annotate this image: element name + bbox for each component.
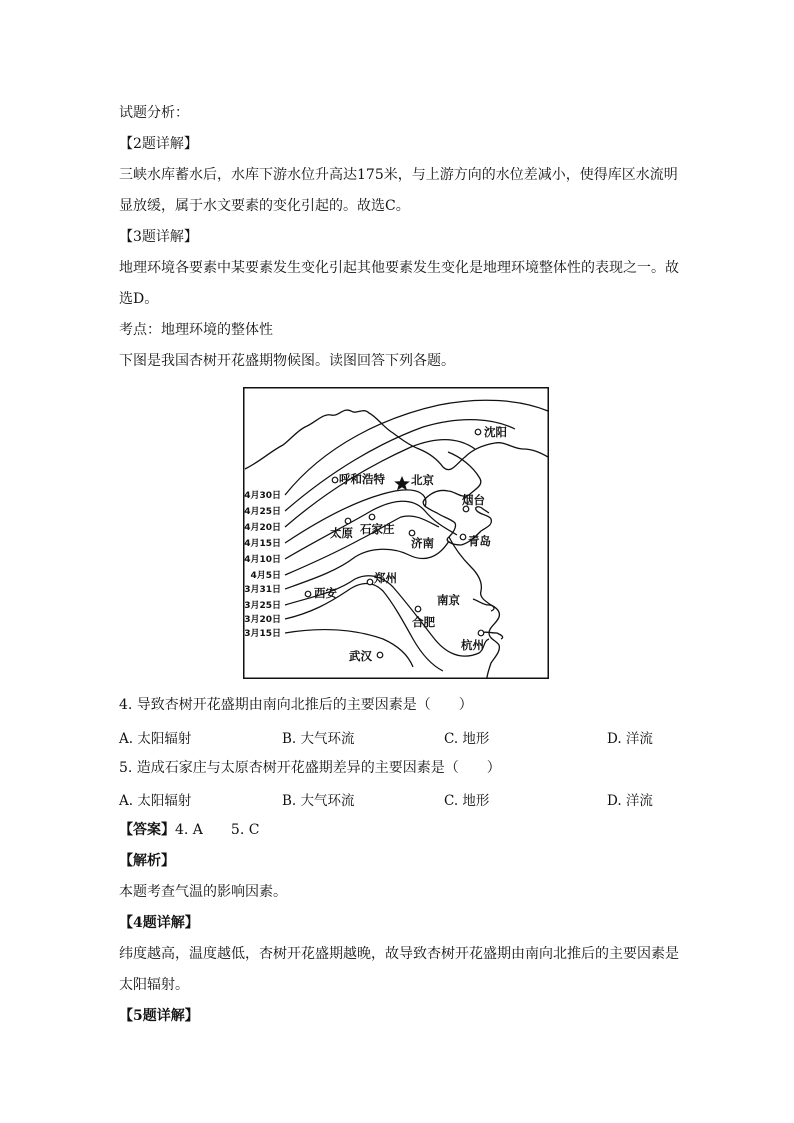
q5-option-a: A. 太阳辐射 (119, 793, 192, 809)
city-label-shijiazhuang: 石家庄 (360, 522, 395, 536)
q5-option-c: C. 地形 (444, 793, 490, 809)
city-label-yantai: 烟台 (462, 493, 485, 507)
question-4-options (119, 727, 679, 747)
q5-detail-heading: 【5题详解】 (119, 1008, 199, 1024)
answer-line (119, 820, 259, 840)
jiexi-heading: 【解析】 (119, 853, 175, 869)
city-marker-yantai (463, 506, 469, 512)
city-marker-taiyuan (345, 518, 351, 524)
city-marker-hefei (415, 606, 421, 612)
q4-detail-line2: 太阳辐射。 (119, 977, 189, 993)
q3-text-line2: 选D。 (119, 291, 159, 307)
city-label-xian: 西安 (314, 586, 337, 600)
q2-text-line2: 显放缓，属于水文要素的变化引起的。故选C。 (119, 198, 410, 214)
city-marker-wuhan (377, 652, 383, 658)
q2-heading: 【2题详解】 (119, 136, 198, 152)
q5-option-d: D. 洋流 (607, 793, 653, 809)
jiexi-text: 本题考查气温的影响因素。 (119, 884, 287, 900)
city-marker-hangzhou (478, 630, 484, 636)
answer-text: 4. A 5. C (175, 822, 260, 838)
analysis-heading: 试题分析： (119, 105, 189, 121)
q5-option-b: B. 大气环流 (282, 793, 355, 809)
isoline-label-apr25: 4月25日 (244, 507, 281, 517)
city-label-nanjing: 南京 (437, 593, 460, 607)
q4-option-d: D. 洋流 (607, 731, 653, 747)
city-marker-qingdao (460, 534, 466, 540)
city-marker-xian (305, 591, 311, 597)
figure-intro: 下图是我国杏树开花盛期物候图。读图回答下列各题。 (119, 353, 455, 369)
city-label-hefei: 合肥 (412, 615, 435, 629)
isoline-label-mar25: 3月25日 (244, 601, 281, 611)
q4-detail-line1: 纬度越高，温度越低，杏树开花盛期越晚，故导致杏树开花盛期由南向北推后的主要因素是 (119, 946, 679, 962)
city-label-shenyang: 沈阳 (484, 425, 507, 439)
q4-option-c: C. 地形 (444, 731, 490, 747)
isoline-label-mar15: 3月15日 (244, 629, 281, 639)
isoline-label-apr10: 4月10日 (244, 555, 281, 565)
city-label-huhehaote: 呼和浩特 (339, 472, 385, 486)
city-label-qingdao: 青岛 (468, 534, 491, 548)
isoline-label-apr5: 4月5日 (250, 571, 281, 581)
city-marker-shijiazhuang (369, 514, 375, 520)
q4-detail-heading: 【4题详解】 (119, 915, 199, 931)
answer-label: 【答案】 (119, 822, 175, 838)
city-marker-jinan (409, 530, 415, 536)
city-label-beijing: 北京 (411, 473, 434, 487)
city-marker-huhehaote (332, 477, 338, 483)
question-4: 4. 导致杏树开花盛期由南向北推后的主要因素是（ ） (119, 697, 473, 713)
city-marker-shenyang (475, 429, 481, 435)
isoline-label-apr15: 4月15日 (244, 539, 281, 549)
question-5: 5. 造成石家庄与太原杏树开花盛期差异的主要因素是（ ） (119, 760, 501, 776)
city-marker-zhengzhou (367, 579, 373, 585)
q3-heading: 【3题详解】 (119, 229, 198, 245)
kaodian-text: 考点：地理环境的整体性 (119, 322, 273, 338)
city-label-jinan: 济南 (411, 536, 434, 550)
isoline-label-apr20: 4月20日 (244, 523, 281, 533)
city-label-taiyuan: 太原 (330, 526, 353, 540)
city-label-hangzhou: 杭州 (461, 638, 484, 652)
apricot-phenology-map (243, 387, 549, 679)
q4-option-a: A. 太阳辐射 (119, 731, 192, 747)
city-label-wuhan: 武汉 (349, 649, 372, 663)
isoline-label-apr30: 4月30日 (244, 491, 281, 501)
isoline-label-mar31: 3月31日 (244, 585, 281, 595)
isoline-label-mar20: 3月20日 (244, 615, 281, 625)
q3-text-line1: 地理环境各要素中某要素发生变化引起其他要素发生变化是地理环境整体性的表现之一。故 (119, 260, 679, 276)
city-label-zhengzhou: 郑州 (374, 571, 397, 585)
question-5-options (119, 789, 679, 809)
q4-option-b: B. 大气环流 (282, 731, 355, 747)
q2-text-line1: 三峡水库蓄水后，水库下游水位升高达175米，与上游方向的水位差减小，使得库区水流明 (119, 167, 678, 183)
